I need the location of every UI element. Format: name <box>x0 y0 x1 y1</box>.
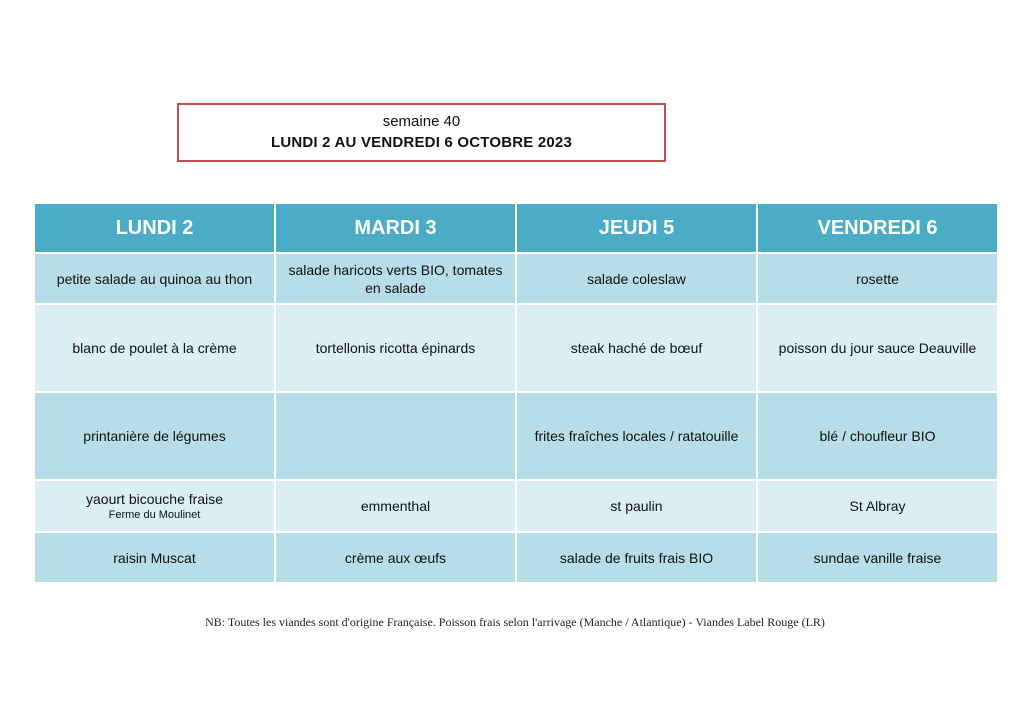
menu-cell: salade haricots verts BIO, tomates en salade <box>275 253 516 304</box>
menu-cell: raisin Muscat <box>34 532 275 583</box>
column-header-thursday: JEUDI 5 <box>516 203 757 253</box>
column-header-friday: VENDREDI 6 <box>757 203 998 253</box>
dessert-row <box>34 532 998 583</box>
menu-cell <box>34 480 275 532</box>
starter-row <box>34 253 998 304</box>
menu-cell: steak haché de bœuf <box>516 304 757 392</box>
menu-cell: blé / choufleur BIO <box>757 392 998 480</box>
menu-item-supplier: Ferme du Moulinet <box>108 509 201 521</box>
column-header-monday: LUNDI 2 <box>34 203 275 253</box>
menu-cell: tortellonis ricotta épinards <box>275 304 516 392</box>
week-title-box <box>177 103 666 162</box>
menu-cell: frites fraîches locales / ratatouille <box>516 392 757 480</box>
menu-cell: salade de fruits frais BIO <box>516 532 757 583</box>
menu-table <box>33 202 999 584</box>
menu-cell: printanière de légumes <box>34 392 275 480</box>
main-dish-row <box>34 304 998 392</box>
menu-cell <box>275 392 516 480</box>
day-header-row <box>34 203 998 253</box>
menu-cell: rosette <box>757 253 998 304</box>
menu-cell: sundae vanille fraise <box>757 532 998 583</box>
menu-cell: St Albray <box>757 480 998 532</box>
menu-cell: poisson du jour sauce Deauville <box>757 304 998 392</box>
menu-cell: crème aux œufs <box>275 532 516 583</box>
column-header-tuesday: MARDI 3 <box>275 203 516 253</box>
menu-item-text: yaourt bicouche fraise <box>86 491 223 507</box>
menu-cell: st paulin <box>516 480 757 532</box>
menu-cell: emmenthal <box>275 480 516 532</box>
side-dish-row <box>34 392 998 480</box>
week-number: semaine 40 <box>382 112 461 130</box>
menu-cell: blanc de poulet à la crème <box>34 304 275 392</box>
dairy-row <box>34 480 998 532</box>
week-dates: LUNDI 2 AU VENDREDI 6 OCTOBRE 2023 <box>270 133 573 151</box>
menu-cell: petite salade au quinoa au thon <box>34 253 275 304</box>
footnote: NB: Toutes les viandes sont d'origine Française. Poisson frais selon l'arrivage (Manche / Atlantique) - Viandes Label Rouge (LR) <box>205 615 825 629</box>
menu-cell: salade coleslaw <box>516 253 757 304</box>
